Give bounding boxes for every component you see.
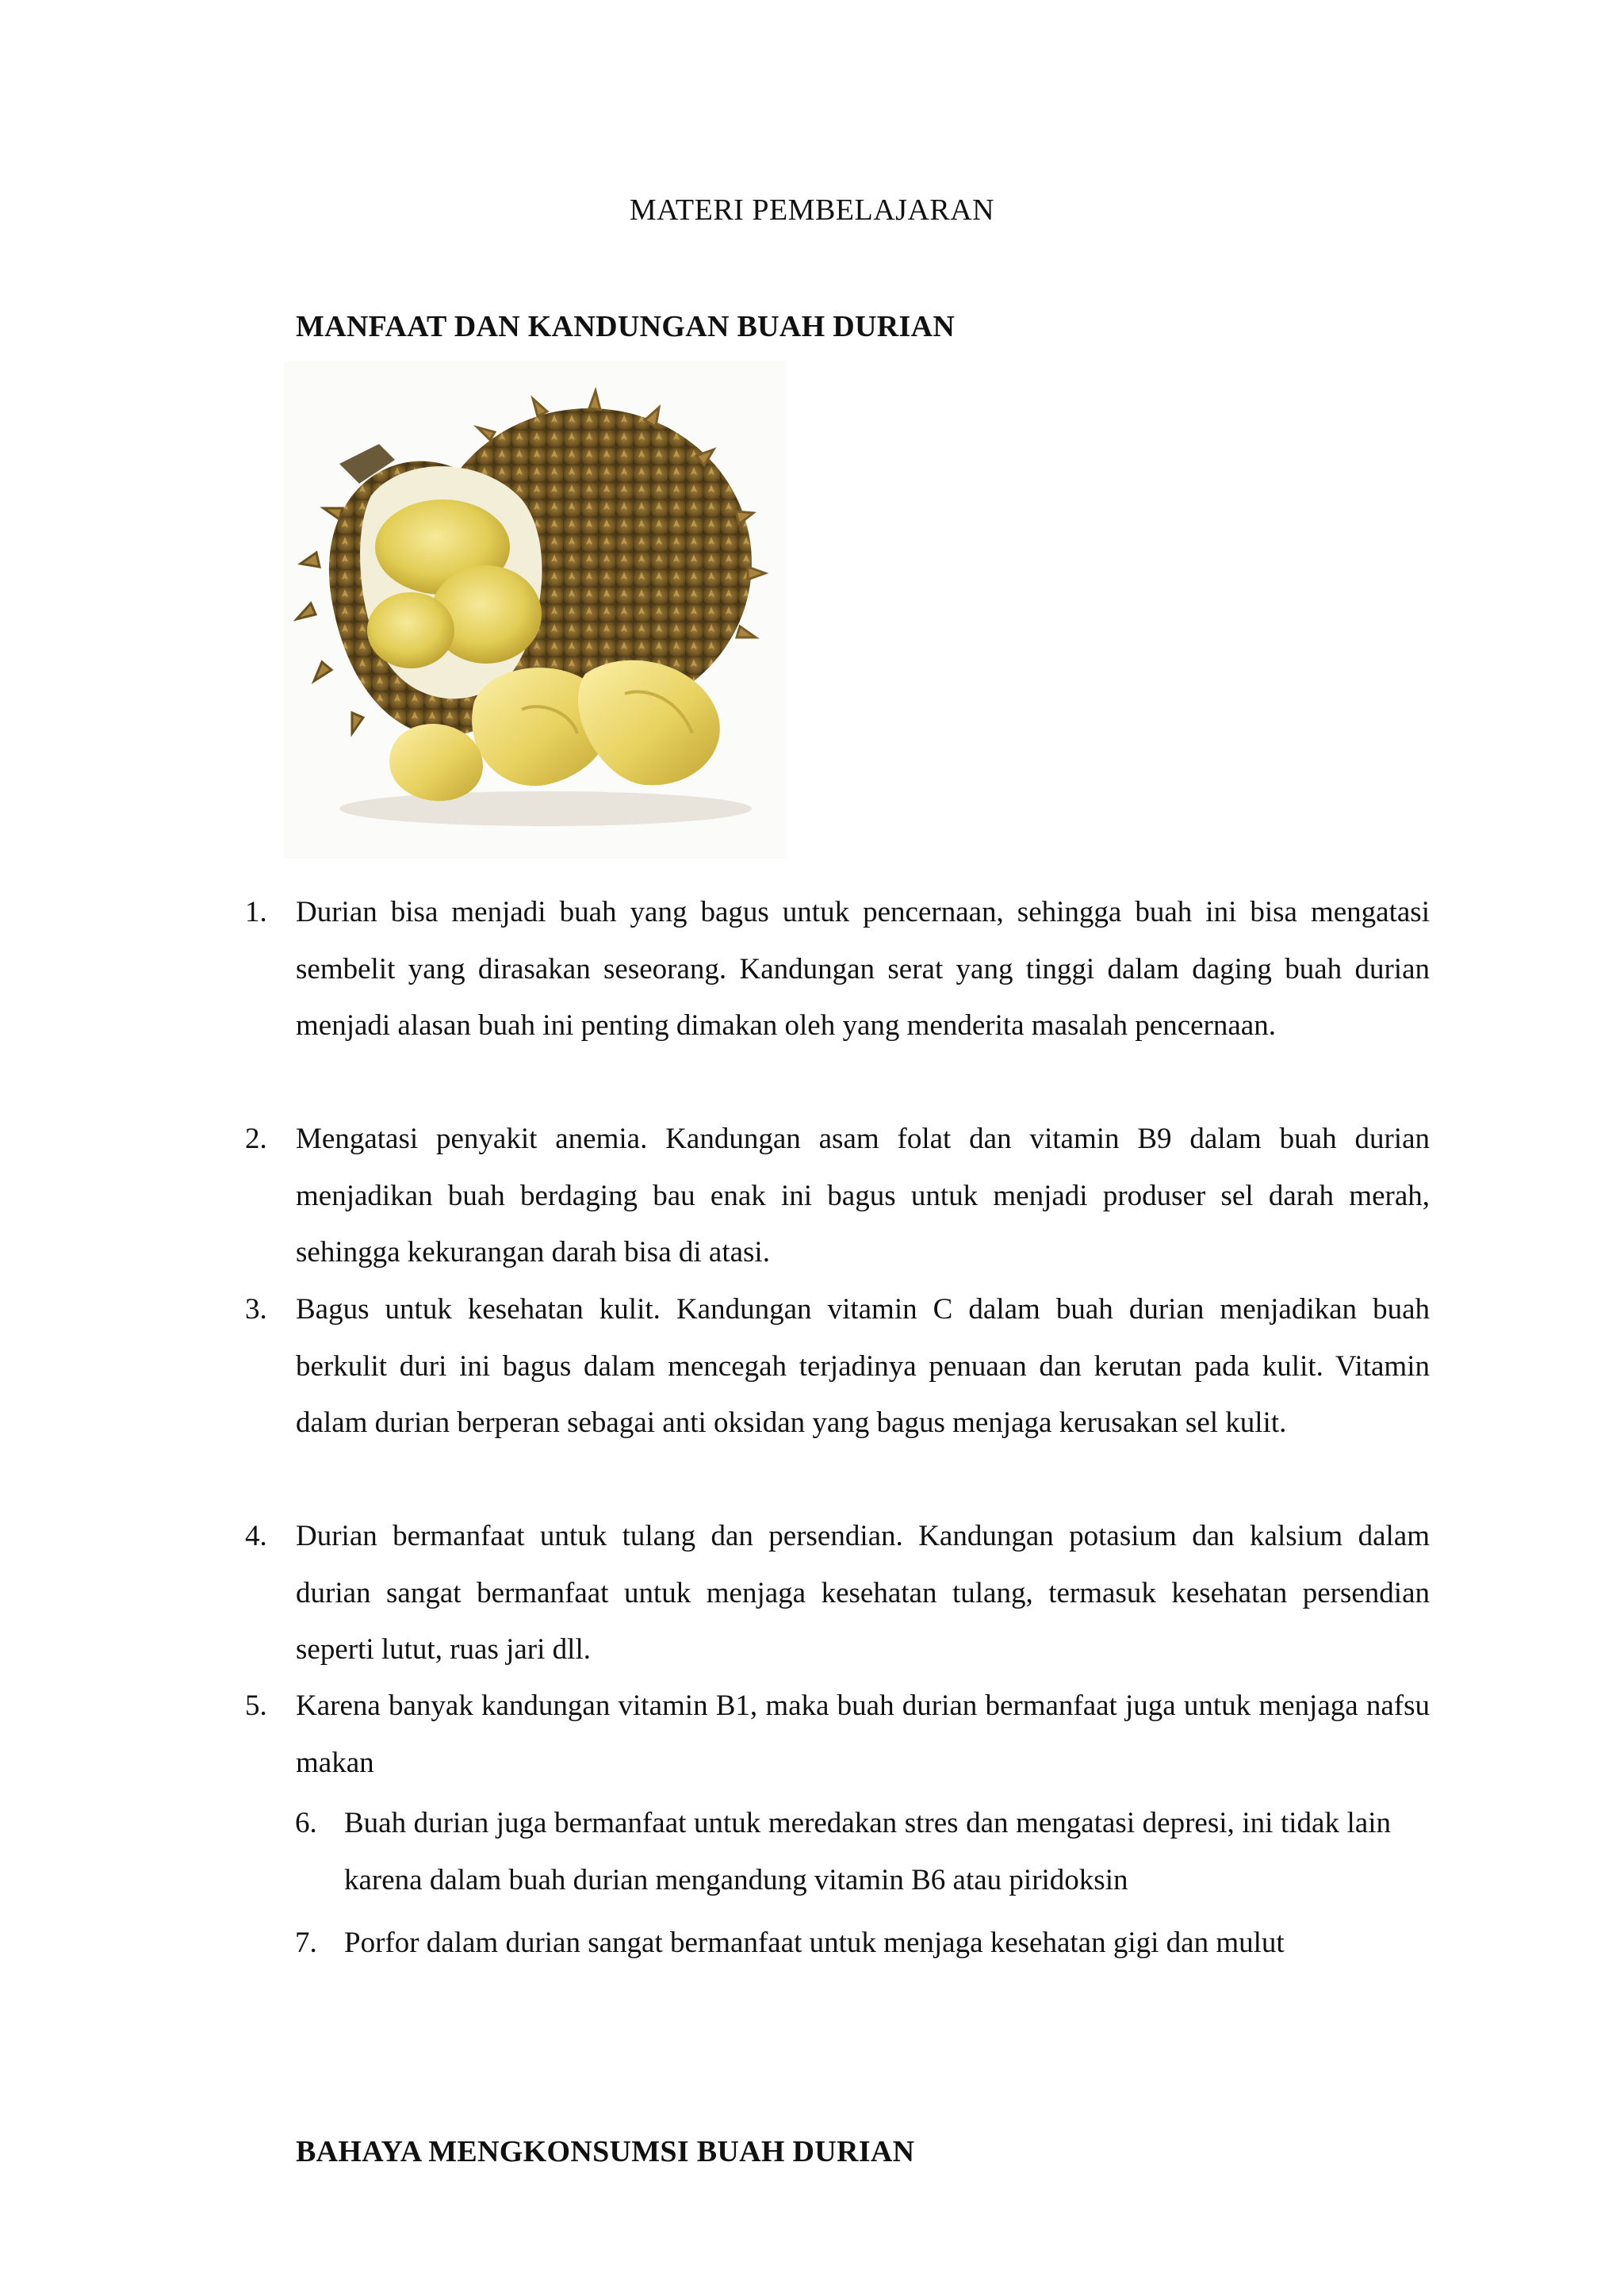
list-item-text: Buah durian juga bermanfaat untuk meredakan stres dan mengatasi depresi, ini tidak lain karena dalam buah durian mengandung vitamin B6 atau piridoksin (344, 1807, 1391, 1896)
list-item (245, 1508, 1430, 1678)
list-item-number: 2. (245, 1123, 267, 1155)
durian-image (284, 361, 787, 859)
list-item-number: 4. (245, 1520, 267, 1552)
list-item (245, 1281, 1430, 1452)
list-item-number: 5. (245, 1689, 267, 1722)
list-item-number: 6. (295, 1807, 317, 1839)
list-item (245, 884, 1430, 1054)
durian-fruit-icon (284, 361, 787, 859)
list-item (245, 1678, 1430, 1791)
section-title-bahaya: BAHAYA MENGKONSUMSI BUAH DURIAN (296, 2135, 915, 2168)
list-item (245, 1111, 1430, 1281)
list-item (295, 1915, 1391, 1972)
list-item-text: Mengatasi penyakit anemia. Kandungan asam folat dan vitamin B9 dalam buah durian menjadikan buah berdaging bau enak ini bagus untuk menjadi produser sel darah merah, sehingga kekurangan darah bisa di atasi. (296, 1123, 1430, 1269)
list-item-number: 1. (245, 896, 267, 928)
list-item-text: Durian bermanfaat untuk tulang dan persendian. Kandungan potasium dan kalsium dalam durian sangat bermanfaat untuk menjaga kesehatan tulang, termasuk kesehatan persendian seperti lutut, ruas jari dll. (296, 1520, 1430, 1666)
list-item-text: Karena banyak kandungan vitamin B1, maka buah durian bermanfaat juga untuk menjaga nafsu makan (296, 1689, 1430, 1779)
list-item (295, 1795, 1391, 1908)
list-item-number: 3. (245, 1293, 267, 1326)
list-item-text: Bagus untuk kesehatan kulit. Kandungan vitamin C dalam buah durian menjadikan buah berkulit duri ini bagus dalam mencegah terjadinya penuaan dan kerutan pada kulit. Vitamin dalam durian berperan sebagai anti oksidan yang bagus menjaga kerusakan sel kulit. (296, 1293, 1430, 1439)
list-item-number: 7. (295, 1927, 317, 1959)
section-title-manfaat: MANFAAT DAN KANDUNGAN BUAH DURIAN (296, 310, 956, 343)
list-item-text: Durian bisa menjadi buah yang bagus untuk pencernaan, sehingga buah ini bisa mengatasi sembelit yang dirasakan seseorang. Kandungan serat yang tinggi dalam daging buah durian menjadi alasan buah ini penting dimakan oleh yang menderita masalah pencernaan. (296, 896, 1430, 1042)
list-item-text: Porfor dalam durian sangat bermanfaat untuk menjaga kesehatan gigi dan mulut (344, 1927, 1285, 1959)
document-header: MATERI PEMBELAJARAN (629, 193, 995, 227)
